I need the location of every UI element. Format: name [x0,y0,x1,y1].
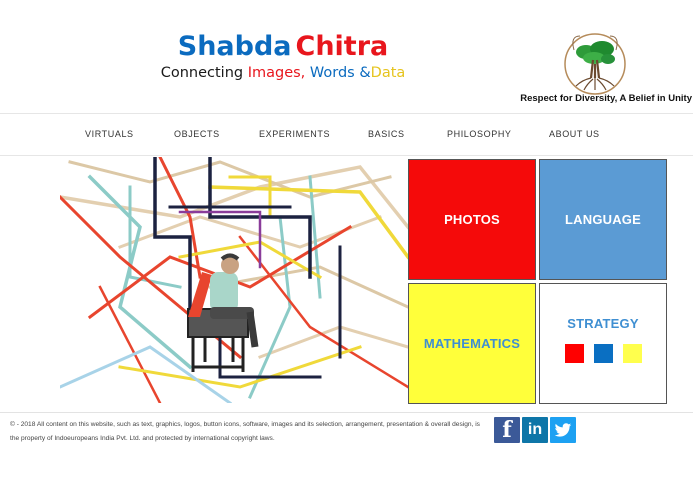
tagline-words: Words & [305,65,371,81]
facebook-icon[interactable]: f [494,417,520,443]
site-tagline [138,63,428,83]
strategy-swatches [565,344,642,363]
nav-item-about-us[interactable]: ABOUT US [549,129,600,139]
tile-photos[interactable] [408,159,536,280]
footer-divider [0,412,693,413]
site-header [0,0,693,113]
tile-strategy-label: STRATEGY [567,316,639,331]
tile-mathematics[interactable] [408,283,536,404]
yellow-swatch-icon [623,344,642,363]
twitter-bird-icon [554,423,572,438]
site-title-chitra: Chitra [295,31,389,62]
nav-item-basics[interactable]: BASICS [368,129,405,139]
motto-text: Respect for Diversity, A Belief in Unity [520,93,692,104]
tile-photos-label: PHOTOS [444,212,500,227]
tile-language[interactable] [539,159,667,280]
copyright-text: © - 2018 All content on this website, such as text, graphics, logos, button icons, software, images and its selection, arrangement, presentation & overall design, is the property of Indoeuropeans India Pvt. Ltd. and protected by international copyright laws. [10,421,480,442]
site-title-shabda: Shabda [177,31,292,62]
nav-item-virtuals[interactable]: VIRTUALS [85,129,134,139]
tagline-data: Data [370,65,406,81]
tagline-images: Images, [247,65,306,81]
nav-item-philosophy[interactable]: PHILOSOPHY [447,129,512,139]
tagline-connecting: Connecting [160,65,248,81]
site-title[interactable] [138,32,428,62]
tree-logo-icon[interactable] [560,30,630,96]
twitter-icon[interactable] [550,417,576,443]
brand[interactable] [138,32,428,83]
tile-mathematics-label: MATHEMATICS [423,336,521,351]
red-swatch-icon [565,344,584,363]
tile-strategy[interactable] [539,283,667,404]
linkedin-icon[interactable]: in [522,417,548,443]
nav-item-experiments[interactable]: EXPERIMENTS [259,129,331,139]
main-nav [0,113,693,156]
blue-swatch-icon [594,344,613,363]
nav-item-objects[interactable]: OBJECTS [174,129,220,139]
hero-artwork [60,157,408,403]
tile-language-label: LANGUAGE [565,212,641,227]
